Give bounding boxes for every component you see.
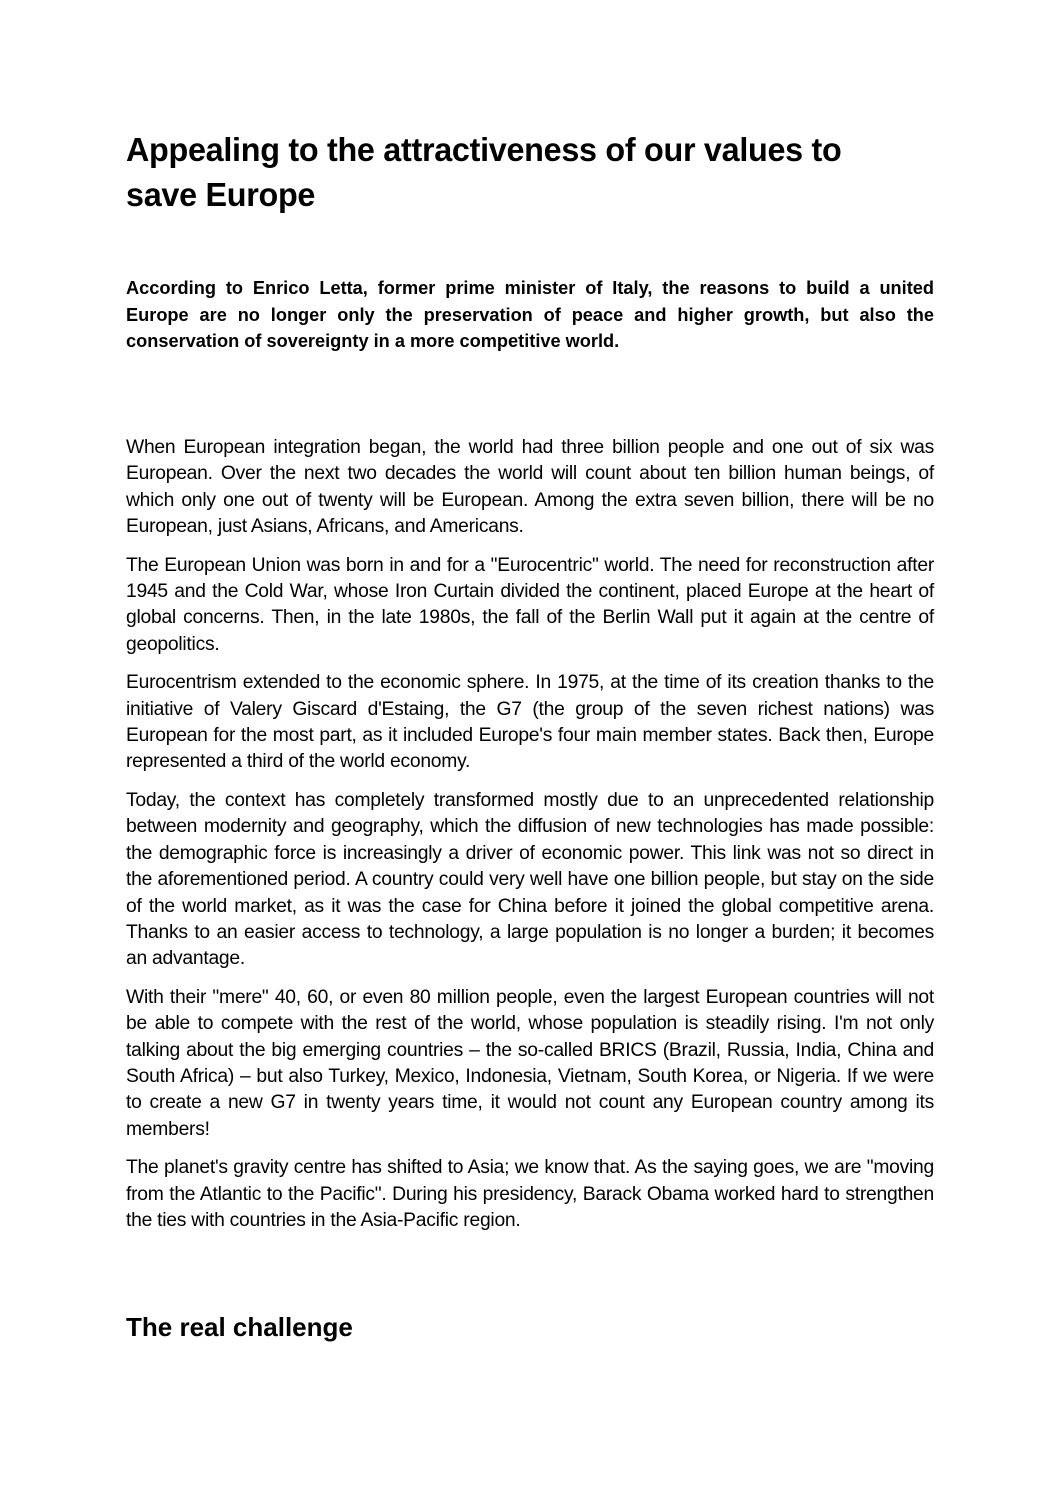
section-heading: The real challenge [126,1312,353,1342]
article-title: Appealing to the attractiveness of our values to save Europe [126,131,842,213]
paragraph-european-countries: With their "mere" 40, 60, or even 80 million people, even the largest European countries will not be able to compete with the rest of the world, whose population is steadily rising. I'm not only talking about the big emerging countries – the so-called BRICS (Brazil, Russia, India, China and South Africa) – but also Turkey, Mexico, Indonesia, Vietnam, South Korea, or Nigeria. If we were to create a new G7 in twenty years time, it would not count any European country among its members! [126,986,934,1140]
paragraph-demographics: When European integration began, the world had three billion people and one out of six was European. Over the next two decades the world will count about ten billion human beings, of which only one out of twenty will be European. Among the extra seven billion, there will be no European, just Asians, Africans, and Americans. [126,437,934,538]
article-lead: According to Enrico Letta, former prime minister of Italy, the reasons to build a united Europe are no longer only the preservation of peace and higher growth, but also the conservation of sovereignty in a more competitive world. [126,278,934,351]
paragraph-economic-sphere: Eurocentrism extended to the economic sphere. In 1975, at the time of its creation thanks to the initiative of Valery Giscard d'Estaing, the G7 (the group of the seven richest nations) was European for the most part, as it included Europe's four main member states. Back then, Europe represented a third of the world economy. [126,672,934,773]
article-body [126,435,934,1246]
paragraph-eurocentric-world: The European Union was born in and for a "Eurocentric" world. The need for reconstruction after 1945 and the Cold War, whose Iron Curtain divided the continent, placed Europe at the heart of global concerns. Then, in the late 1980s, the fall of the Berlin Wall put it again at the centre of geopolitics. [126,554,934,655]
paragraph-asia-pacific: The planet's gravity centre has shifted to Asia; we know that. As the saying goes, we are "moving from the Atlantic to the Pacific". During his presidency, Barack Obama worked hard to strengthen the ties with countries in the Asia-Pacific region. [126,1157,934,1231]
paragraph-modernity-geography: Today, the context has completely transformed mostly due to an unprecedented relationship between modernity and geography, which the diffusion of new technologies has made possible: the demographic force is increasingly a driver of economic power. This link was not so direct in the aforementioned period. A country could very well have one billion people, but stay on the side of the world market, as it was the case for China before it joined the global competitive arena. Thanks to an easier access to technology, a large population is no longer a burden; it becomes an advantage. [126,789,934,970]
